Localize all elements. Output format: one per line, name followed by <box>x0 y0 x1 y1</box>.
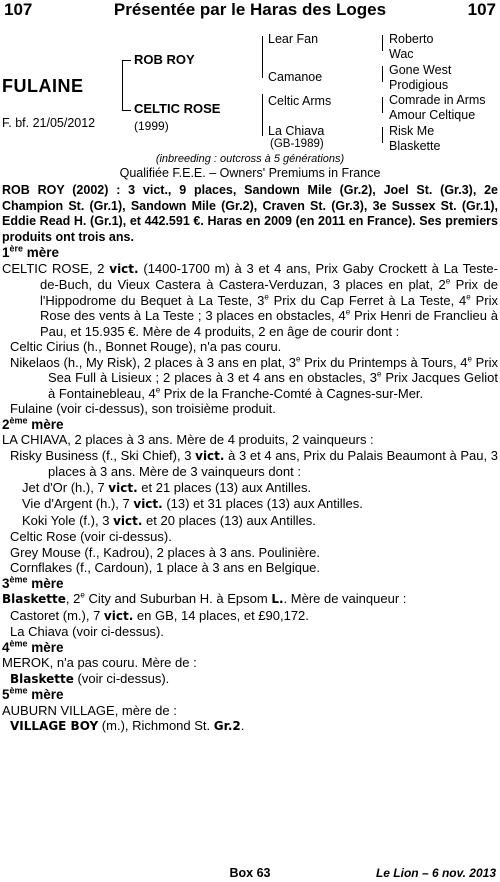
generation-heading-3: 3ème mère <box>2 574 64 591</box>
bracket-line <box>122 60 123 110</box>
pedigree-gen3-3: Gone West <box>389 63 452 77</box>
generation-heading-1: 1ère mère <box>2 243 60 260</box>
pedigree-gen3-7: Risk Me <box>389 124 435 138</box>
produce-item: Jet d'Or (h.), 7 vict. et 21 places (13) aux Antilles. <box>22 479 312 495</box>
produce-item: Grey Mouse (f., Kadrou), 2 places à 3 ans. Poulinière. <box>10 544 320 560</box>
bracket-line <box>382 97 383 113</box>
pedigree-sire: ROB ROY <box>134 52 195 67</box>
produce-item: Celtic Rose (voir ci-dessus). <box>10 529 172 544</box>
pedigree-gen3-6: Amour Celtique <box>389 108 476 122</box>
horse-info: F. bf. 21/05/2012 <box>2 116 96 130</box>
generation-heading-5: 5ème mère <box>2 685 64 702</box>
page-title: Présentée par le Haras des Loges <box>113 0 387 19</box>
lot-number-left: 107 <box>4 0 33 19</box>
pedigree-gen2-3: Celtic Arms <box>268 94 332 108</box>
dam3-record: Blaskette, 2e City and Suburban H. à Epsom L.. Mère de vainqueur : <box>2 590 407 606</box>
lot-number-right: 107 <box>467 0 496 19</box>
bracket-line <box>382 35 383 51</box>
bracket-line <box>122 110 131 111</box>
pedigree-gen3-4: Prodigious <box>389 78 449 92</box>
produce-item: Vie d'Argent (h.), 7 vict. (13) et 31 places (13) aux Antilles. <box>22 496 363 511</box>
page-header <box>0 0 500 22</box>
pedigree-gen2-1: Lear Fan <box>268 32 319 46</box>
bracket-line <box>382 127 383 143</box>
produce-item: Koki Yole (f.), 3 vict. et 20 places (13) aux Antilles. <box>22 512 316 528</box>
dam2-record: LA CHIAVA, 2 places à 3 ans. Mère de 4 produits, 2 vainqueurs : <box>2 432 374 447</box>
sale-location-date: Le Lion – 6 nov. 2013 <box>375 866 496 880</box>
inbreeding-note: (inbreeding : outcross à 5 générations) <box>155 153 345 165</box>
bracket-line <box>382 66 383 82</box>
pedigree-gen3-2: Wac <box>389 47 414 61</box>
pedigree-table <box>0 30 500 165</box>
dam1-record: CELTIC ROSE, 2 vict. (1400-1700 m) à 3 et 4 ans, Prix Gaby Crockett à La Teste-de-Buch, du Vieux Castera à Castera-Verduzan, 3 places en plat, 2e Prix de l'Hippodrome du Bequet à La Teste, 3e Prix du Cap Ferret à La Teste, 4e Prix Rose des vents à La Teste ; 3 places en obstacles, 4e Prix Henri de Franclieu à Pau, et 15.935 €. Mère de 4 produits, 2 en âge de courir dont : <box>2 260 498 339</box>
page-footer <box>0 866 500 882</box>
pedigree-gen2-note: (GB-1989) <box>270 138 324 150</box>
dam5-record: AUBURN VILLAGE, mère de : <box>2 702 177 718</box>
bracket-line <box>262 94 263 136</box>
produce-item: Celtic Cirius (h., Bonnet Rouge), n'a pas couru. <box>10 339 282 354</box>
pedigree-gen2-2: Camanoe <box>268 70 323 84</box>
bracket-line <box>262 36 263 78</box>
produce-item: Fulaine (voir ci-dessus), son troisième produit. <box>10 401 276 416</box>
qualification-note: Qualifiée F.E.E. – Owners' Premiums in France <box>119 166 381 180</box>
catalogue-body <box>2 183 498 735</box>
produce-item: Nikelaos (h., My Risk), 2 places à 3 ans en plat, 3e Prix du Printemps à Tours, 4e Prix Sea Full à Lisieux ; 2 places à 3 et 4 ans en obstacles, 3e Prix Jacques Geliot à Fontainebleau, 4e Prix de la Franche-Comté à Cagnes-sur-Mer. <box>10 354 498 401</box>
produce-item: Castoret (m.), 7 vict. en GB, 14 places, et £90,172. <box>10 607 309 623</box>
produce-item: Blaskette (voir ci-dessus). <box>10 670 170 686</box>
pedigree-gen3-1: Roberto <box>389 32 434 46</box>
pedigree-gen3-5: Comrade in Arms <box>389 93 486 107</box>
generation-heading-4: 4ème mère <box>2 638 64 655</box>
box-number: Box 63 <box>229 866 271 880</box>
produce-item: Cornflakes (f., Cardoun), 1 place à 3 ans en Belgique. <box>10 560 321 575</box>
bracket-line <box>122 60 131 61</box>
pedigree-dam-year: (1999) <box>134 119 169 133</box>
sire-summary: ROB ROY (2002) : 3 vict., 9 places, Sandown Mile (Gr.2), Joel St. (Gr.3), 2e Champion St. (Gr.1), Sandown Mile (Gr.2), Craven St. (Gr.3), 3e Sussex St. (Gr.1), Eddie Read H. (Gr.1), et 442.591 €. Haras en 2009 (en 2011 en France). Ses premiers produits ont trois ans. <box>2 183 498 244</box>
generation-heading-2: 2ème mère <box>2 415 64 432</box>
produce-item: La Chiava (voir ci-dessus). <box>10 624 164 639</box>
produce-item: VILLAGE BOY (m.), Richmond St. Gr.2. <box>10 718 245 733</box>
horse-name: FULAINE <box>2 76 84 96</box>
produce-item: Risky Business (f., Ski Chief), 3 vict. à 3 et 4 ans, Prix du Palais Beaumont à Pau, 3 places à 3 ans. Mère de 3 vainqueurs dont : <box>10 447 498 479</box>
pedigree-gen3-8: Blaskette <box>389 139 441 153</box>
pedigree-gen2-4: La Chiava <box>268 124 325 138</box>
dam4-record: MEROK, n'a pas couru. Mère de : <box>2 655 197 670</box>
pedigree-dam: CELTIC ROSE <box>134 101 221 116</box>
